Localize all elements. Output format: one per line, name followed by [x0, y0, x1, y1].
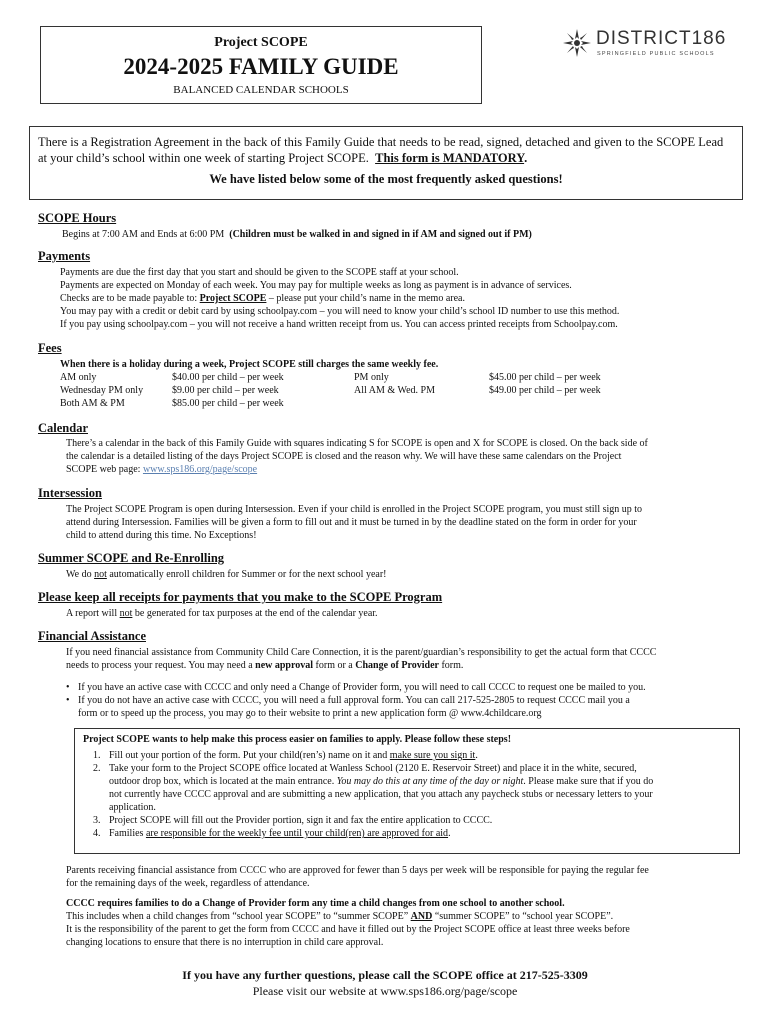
fee-price: $45.00 per child – per week [489, 372, 601, 383]
fee-price: $49.00 per child – per week [489, 385, 601, 396]
fee-label: PM only [354, 372, 389, 383]
step-item: 2. Take your form to the Project SCOPE office located at Wanless School (2120 E. Reservoir Street) and place it in the white, secured, outdoor drop box, which is located at the main entrance. You may do this at any time of the day or night. Please make sure that if you do not currently have CCCC approval and are submitting a new application, that you attach any paycheck stubs or necessary letters to your application. [103, 762, 731, 814]
document-title: 2024-2025 FAMILY GUIDE [123, 54, 399, 79]
parents-text: Parents receiving financial assistance from CCCC who are approved for fewer than 5 days per week will be responsible for paying the regular fee for the remaining days of the week, regardless of attendance. [66, 865, 649, 889]
fees-note: When there is a holiday during a week, Project SCOPE still charges the same weekly fee. [60, 359, 439, 370]
fees-heading: Fees [38, 341, 62, 355]
document-subtitle: BALANCED CALENDAR SCHOOLS [173, 84, 349, 96]
intersession-text: The Project SCOPE Program is open during Intersession. Even if your child is enrolled in the Project SCOPE program, you must still sign up to attend during Intersession. Families will be given a form to fill out and it must be turned in by the deadline stated on the form in order for your child to attend during this time. No Exceptions! [66, 504, 643, 541]
summer-text: We do not automatically enroll children for Summer or for the next school year! [66, 569, 387, 580]
financial-bullets [66, 681, 736, 720]
step-item: 3. Project SCOPE will fill out the Provider portion, sign it and fax the entire application to CCCC. [103, 814, 731, 827]
faq-intro: We have listed below some of the most frequently asked questions! [209, 172, 563, 186]
step-item: 1. Fill out your portion of the form. Put your child(ren’s) name on it and make sure you sign it. [103, 749, 731, 762]
footer-phone: If you have any further questions, please call the SCOPE office at 217-525-3309 [182, 968, 588, 982]
district-star-icon [562, 28, 592, 58]
fee-label: Both AM & PM [60, 398, 125, 409]
step-item: 4. Families are responsible for the weekly fee until your child(ren) are approved for aid. [103, 827, 731, 840]
calendar-text: There’s a calendar in the back of this Family Guide with squares indicating S for SCOPE is open and X for SCOPE is closed. On the back side of the calendar is a detailed listing of the days Project SCOPE is closed and the reason why. We will have these same calendars on the Project SCOPE web page: www.sps186.org/page/scope [66, 438, 648, 475]
fee-label: Wednesday PM only [60, 385, 144, 396]
list-item: • If you do not have an active case with CCCC, you will need a full approval form. You can call 217-525-2805 to request CCCC mail you a form or to speed up the process, you may go to their website to print a new application form @ www.4childcare.org [66, 694, 736, 720]
fee-price: $9.00 per child – per week [172, 385, 279, 396]
fee-price: $40.00 per child – per week [172, 372, 284, 383]
steps-box [74, 728, 740, 854]
receipts-text: A report will not be generated for tax purposes at the end of the calendar year. [66, 608, 378, 619]
fee-label: AM only [60, 372, 97, 383]
district-logo [562, 28, 732, 64]
footer-website: Please visit our website at www.sps186.org/page/scope [252, 984, 518, 998]
fee-price: $85.00 per child – per week [172, 398, 284, 409]
payments-text: Payments are due the first day that you start and should be given to the SCOPE staff at your school. Payments are expected on Monday of each week. You may pay for multiple weeks as long as payment is in advance of services. Checks are to be made payable to: Project SCOPE – please put your child’s name in the memo area. You may pay with a credit or debit card by using schoolpay.com – you will need to know your child’s school ID number to use this method. If you pay using schoolpay.com – you will not receive a hand written receipt from us. You can access printed receipts from Schoolpay.com. [60, 267, 620, 330]
summer-heading: Summer SCOPE and Re-Enrolling [38, 551, 225, 565]
financial-text: If you need financial assistance from Community Child Care Connection, it is the parent/guardian’s responsibility to get the actual form that CCCC needs to process your request. You may need a new approval form or a Change of Provider form. [66, 647, 657, 671]
receipts-heading: Please keep all receipts for payments that you make to the SCOPE Program [38, 590, 443, 604]
list-item: • If you have an active case with CCCC and only need a Change of Provider form, you will need to call CCCC to request one be mailed to you. [66, 681, 736, 694]
calendar-heading: Calendar [38, 421, 88, 435]
steps-list [75, 749, 739, 840]
program-name: Project SCOPE [214, 35, 308, 50]
logo-name: DISTRICT186 [596, 28, 727, 49]
cccc-text: CCCC requires families to do a Change of Provider form any time a child changes from one school to another school. This includes when a child changes from “school year SCOPE” to “summer SCOPE” AND “summer SCOPE” to “school year SCOPE”. It is the responsibility of the parent to get the form from CCCC and have it filled out by the Project SCOPE office at least three weeks before changing locations to ensure that there is no interruption in child care approval. [66, 898, 630, 948]
registration-notice [29, 126, 743, 200]
payments-heading: Payments [38, 249, 91, 263]
title-box [40, 26, 482, 104]
financial-heading: Financial Assistance [38, 629, 146, 643]
notice-text: There is a Registration Agreement in the back of this Family Guide that needs to be read, signed, detached and given to the SCOPE Lead at your child’s school within one week of starting Project SCOPE. This form is MANDATORY. [38, 135, 724, 165]
intersession-heading: Intersession [38, 486, 102, 500]
hours-text: Begins at 7:00 AM and Ends at 6:00 PM (Children must be walked in and signed in if AM and signed out if PM) [62, 229, 532, 240]
logo-subtitle: SPRINGFIELD PUBLIC SCHOOLS [597, 51, 715, 57]
hours-heading: SCOPE Hours [38, 211, 117, 225]
fee-label: All AM & Wed. PM [354, 385, 435, 396]
scope-web-link[interactable]: www.sps186.org/page/scope [142, 464, 258, 475]
mandatory-notice: This form is MANDATORY [375, 151, 525, 165]
steps-heading: Project SCOPE wants to help make this process easier on families to apply. Please follow these steps! [83, 734, 512, 745]
